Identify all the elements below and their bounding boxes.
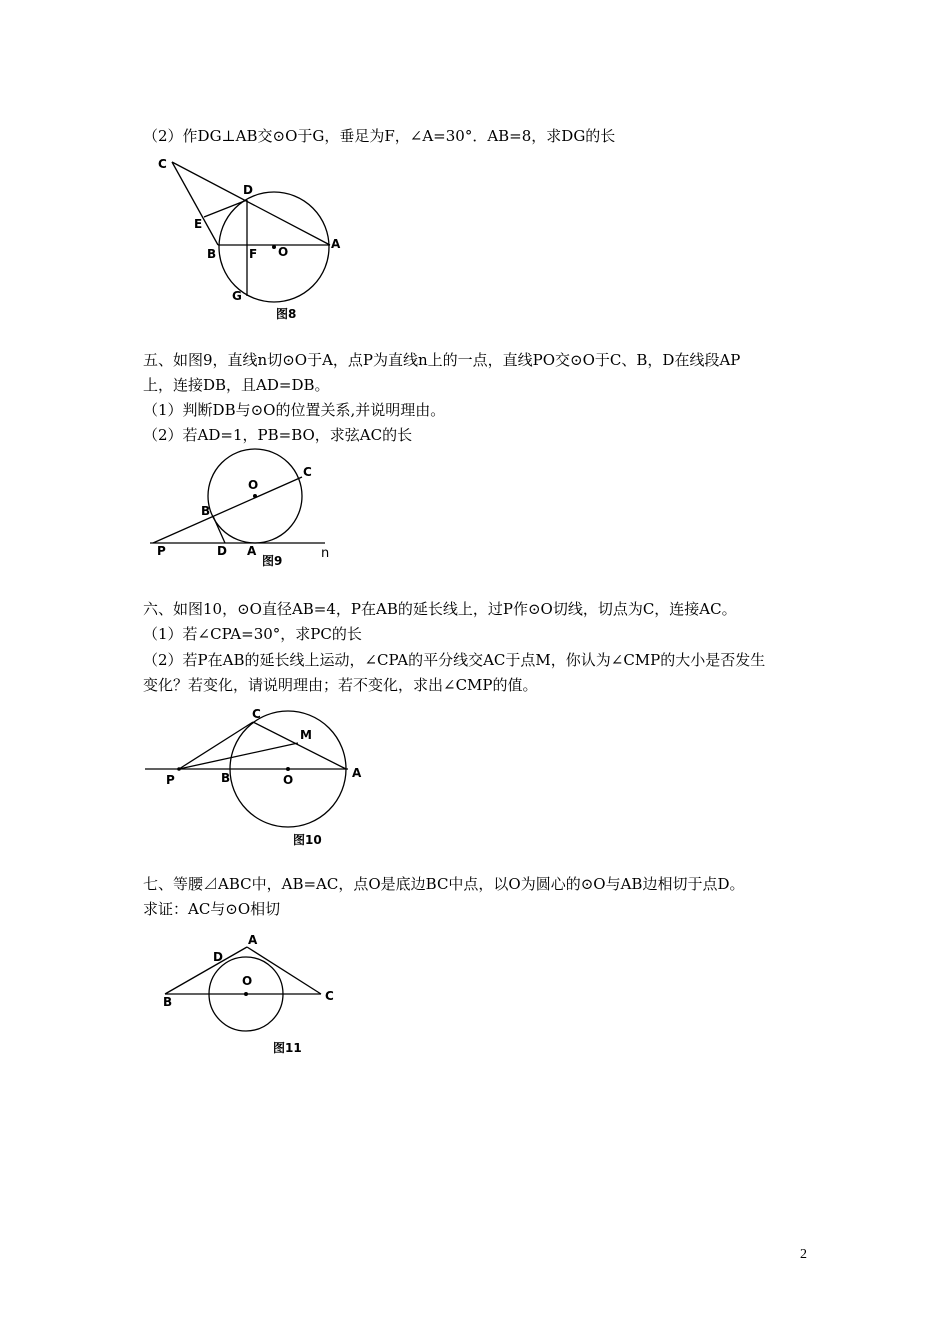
center-O-dot xyxy=(253,494,257,498)
line-PC xyxy=(153,477,302,543)
figure-caption: 图9 xyxy=(262,554,283,568)
label-A: A xyxy=(247,544,257,558)
label-B: B xyxy=(163,995,173,1009)
label-P: P xyxy=(157,544,166,558)
figure-10 xyxy=(143,700,383,850)
label-B: B xyxy=(201,504,211,518)
part6-question-2-line-1: （2）若P在AB的延长线上运动，∠CPA的平分线交AC于点M，你认为∠CMP的大小是否发生 xyxy=(143,651,766,669)
label-n: n xyxy=(321,546,330,561)
part5-line-2: 上，连接DB，且AD=DB。 xyxy=(143,376,330,394)
figure-9 xyxy=(145,445,355,570)
label-D: D xyxy=(243,183,253,197)
label-O: O xyxy=(248,478,259,492)
part4-question-2: （2）作DG⊥AB交⊙O于G，垂足为F，∠A=30°．AB=8，求DG的长 xyxy=(143,127,616,145)
label-G: G xyxy=(232,289,242,303)
line-AC xyxy=(247,947,321,994)
line-PM xyxy=(179,743,298,769)
point-P-dot xyxy=(177,767,181,771)
part6-question-1: （1）若∠CPA=30°，求PC的长 xyxy=(143,625,362,643)
label-M: M xyxy=(300,728,312,742)
label-D: D xyxy=(213,950,223,964)
part5-question-2: （2）若AD=1，PB=BO，求弦AC的长 xyxy=(143,426,413,444)
part5-line-1: 五、如图9，直线n切⊙O于A，点P为直线n上的一点，直线PO交⊙O于C、B，D在线段AP xyxy=(143,351,741,369)
part6-question-2-line-2: 变化？若变化，请说明理由；若不变化，求出∠CMP的值。 xyxy=(143,676,538,694)
label-F: F xyxy=(249,247,258,261)
label-E: E xyxy=(194,217,203,231)
label-B: B xyxy=(221,771,231,785)
page-number: 2 xyxy=(800,1247,807,1262)
label-O: O xyxy=(242,974,253,988)
figure-caption: 图11 xyxy=(273,1041,302,1055)
label-C: C xyxy=(303,465,312,479)
part7-line-1: 七、等腰⊿ABC中，AB=AC，点O是底边BC中点，以O为圆心的⊙O与AB边相切于点D。 xyxy=(143,875,745,893)
label-A: A xyxy=(352,766,362,780)
figure-caption: 图10 xyxy=(293,833,322,847)
label-A: A xyxy=(248,933,258,947)
center-O-dot xyxy=(244,992,248,996)
line-ED xyxy=(204,200,247,217)
label-B: B xyxy=(207,247,217,261)
part6-line-1: 六、如图10，⊙O直径AB=4，P在AB的延长线上，过P作⊙O切线，切点为C，连接AC。 xyxy=(143,600,737,618)
figure-caption: 图8 xyxy=(276,307,297,321)
line-BA xyxy=(165,947,247,994)
figure-11 xyxy=(155,930,355,1060)
line-PC xyxy=(179,722,253,769)
part7-line-2: 求证：AC与⊙O相切 xyxy=(143,900,281,918)
label-O: O xyxy=(283,773,294,787)
part5-question-1: （1）判断DB与⊙O的位置关系,并说明理由。 xyxy=(143,401,446,419)
center-O-dot xyxy=(272,245,276,249)
label-P: P xyxy=(166,773,175,787)
label-D: D xyxy=(217,544,227,558)
center-O-dot xyxy=(286,767,290,771)
label-C: C xyxy=(252,707,261,721)
label-A: A xyxy=(331,237,341,251)
label-O: O xyxy=(278,245,289,259)
figure-8 xyxy=(150,150,350,325)
label-C: C xyxy=(158,157,167,171)
line-DB xyxy=(213,516,225,543)
label-C: C xyxy=(325,989,334,1003)
